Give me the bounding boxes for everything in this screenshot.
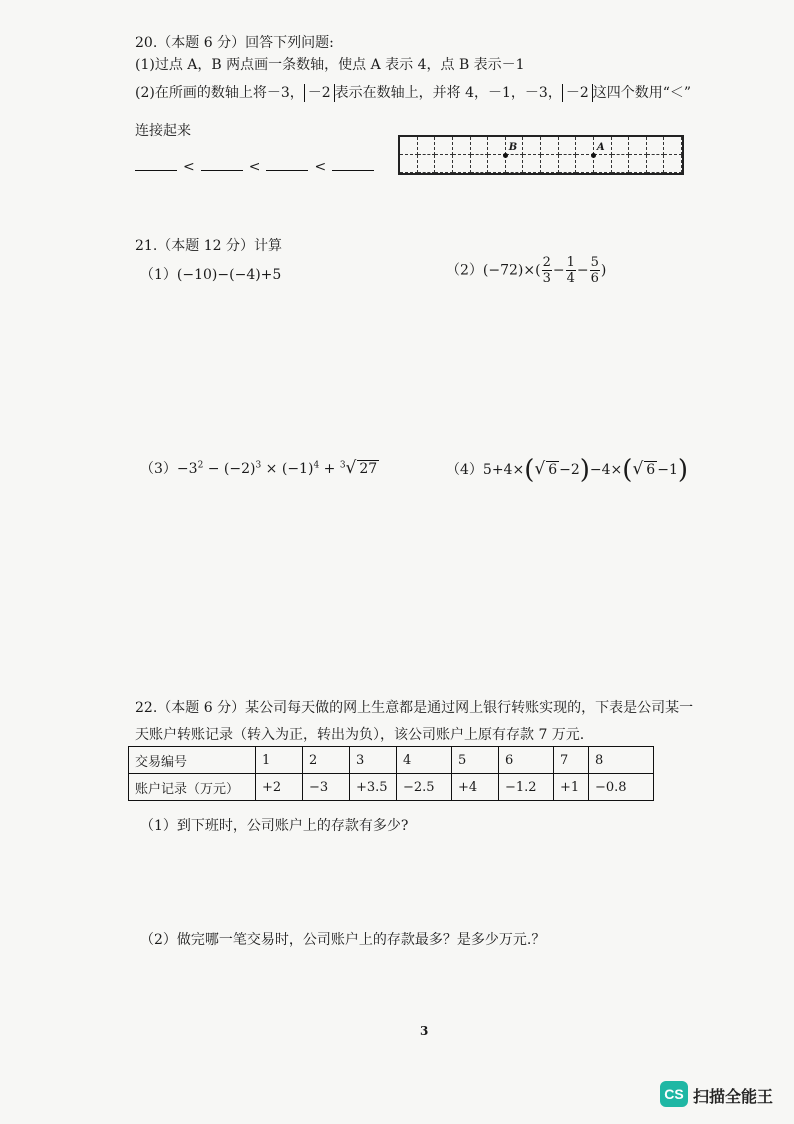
less-than-1: < <box>183 159 195 175</box>
grid-cell <box>418 155 436 173</box>
grid-cell <box>400 155 418 173</box>
grid-cell <box>471 137 489 155</box>
table-cell: 8 <box>589 747 654 774</box>
grid-cell <box>647 137 665 155</box>
grid-cell <box>594 155 612 173</box>
fraction-1-4: $\frac{1}{4}$ <box>566 255 575 286</box>
q21-part2-suffix: ) <box>600 262 607 279</box>
table-cell: 4 <box>397 747 452 774</box>
number-line-grid <box>398 135 684 175</box>
less-than-3: < <box>314 159 327 175</box>
radicand-6: 6 <box>548 462 558 478</box>
grid-cell <box>453 155 471 173</box>
camscanner-brand-text: 扫描全能王 <box>693 1089 774 1106</box>
table-cell: −1.2 <box>499 774 554 801</box>
q22-sub1: （1）到下班时，公司账户上的存款有多少? <box>140 818 409 834</box>
paren-open-2: ( <box>622 455 633 485</box>
radical-sign-icon: √ <box>345 458 357 478</box>
q21-part2-prefix: (−72)×( <box>482 262 541 279</box>
fraction-2-3: $\frac{2}{3}$ <box>542 255 551 286</box>
q20-part2-end: 连接起来 <box>135 123 191 139</box>
grid-cell <box>523 137 541 155</box>
paren-close-2: ) <box>677 455 689 485</box>
camscanner-logo-icon: CS <box>660 1081 688 1107</box>
grid-cell <box>612 137 630 155</box>
grid-cell <box>559 155 577 173</box>
table-cell: 1 <box>256 747 303 774</box>
q21-part3 <box>140 458 379 478</box>
point-b-label: B <box>508 142 518 153</box>
grid-cell <box>488 155 506 173</box>
grid-cell <box>612 155 630 173</box>
abs-value-minus2-second: －2 <box>562 84 593 102</box>
q22-title: 22.（本题 6 分）某公司每天做的网上生意都是通过网上银行转账实现的，下表是公司某一 <box>135 700 694 716</box>
point-b-dot <box>503 153 508 158</box>
grid-cell <box>559 137 577 155</box>
page-number: 3 <box>420 1024 429 1038</box>
table-cell: +1 <box>554 774 589 801</box>
q21-part3-a: −3 <box>176 461 198 477</box>
abs-value-minus2: －2 <box>304 84 335 102</box>
q21-title: 21.（本题 12 分）计算 <box>135 238 282 254</box>
q21-part1 <box>140 264 281 284</box>
q21-part1-expr: (−10)−(−4)+5 <box>176 267 282 283</box>
table-header-id: 交易编号 <box>129 747 256 774</box>
q21-part3-d: + <box>319 461 340 477</box>
q22-title-line2: 天账户转账记录（转入为正，转出为负），该公司账户上原有存款 7 万元. <box>135 727 585 743</box>
radicand-27: 27 <box>359 461 378 477</box>
grid-cell <box>629 137 647 155</box>
q21-part4-b: −2 <box>559 462 580 478</box>
q20-part2-c: 这四个数用“＜” <box>592 85 692 101</box>
point-a-label: A <box>596 142 605 153</box>
grid-cell <box>435 137 453 155</box>
grid-cell <box>541 137 559 155</box>
q21-part4-d: −1 <box>657 462 678 478</box>
answer-blank-2[interactable] <box>201 158 243 171</box>
grid-cell <box>664 137 682 155</box>
q20-part2-b: 表示在数轴上，并将 4，－1，－3， <box>334 85 562 101</box>
exponent-2: 2 <box>197 460 204 471</box>
q21-part1-label: （1） <box>140 267 177 283</box>
grid-cell <box>506 155 524 173</box>
table-cell: 5 <box>452 747 499 774</box>
table-cell: +3.5 <box>350 774 397 801</box>
minus-sign: − <box>552 262 565 279</box>
table-cell: +4 <box>452 774 499 801</box>
table-cell: 2 <box>303 747 350 774</box>
paren-close: ) <box>579 455 590 485</box>
answer-blank-4[interactable] <box>332 158 374 171</box>
fraction-5-6: $\frac{5}{6}$ <box>590 255 599 286</box>
table-row-values <box>129 774 654 801</box>
table-header-record: 账户记录（万元） <box>129 774 256 801</box>
grid-cell <box>523 155 541 173</box>
grid-cell <box>576 155 594 173</box>
q21-part3-c: × (−1) <box>261 461 314 477</box>
q21-part4-label: （4） <box>446 462 483 478</box>
grid-cell <box>576 137 594 155</box>
exponent-4: 4 <box>313 460 320 471</box>
answer-blanks <box>135 158 374 175</box>
radical-sign-icon: √ <box>534 459 546 479</box>
table-row-ids <box>129 747 654 774</box>
table-cell: 6 <box>499 747 554 774</box>
grid-cell <box>488 137 506 155</box>
table-cell: 3 <box>350 747 397 774</box>
grid-cell <box>629 155 647 173</box>
q21-part2-label: （2） <box>446 262 483 279</box>
table-cell: 7 <box>554 747 589 774</box>
radical-sign-icon: √ <box>632 459 644 479</box>
table-cell: −3 <box>303 774 350 801</box>
q21-part4 <box>446 455 688 485</box>
q21-part4-a: 5+4× <box>482 462 525 478</box>
less-than-2: < <box>248 159 261 175</box>
radicand-6-second: 6 <box>646 462 656 478</box>
q20-title: 20.（本题 6 分）回答下列问题: <box>135 35 334 51</box>
transaction-table <box>128 746 654 801</box>
q20-part2-a: (2)在所画的数轴上将－3， <box>135 85 304 101</box>
q20-part2 <box>135 82 691 102</box>
q21-part3-label: （3） <box>140 461 177 477</box>
grid-cell <box>471 155 489 173</box>
exponent-3: 3 <box>255 460 262 471</box>
table-cell: −2.5 <box>397 774 452 801</box>
q20-part1: (1)过点 A，B 两点画一条数轴，使点 A 表示 4，点 B 表示－1 <box>135 57 525 73</box>
paren-open: ( <box>524 455 535 485</box>
grid-cell <box>453 137 471 155</box>
grid-cell <box>400 137 418 155</box>
answer-blank-3[interactable] <box>266 158 308 171</box>
q21-part2 <box>446 255 606 286</box>
answer-blank-1[interactable] <box>135 158 177 171</box>
grid-cell <box>647 155 665 173</box>
q21-part4-c: −4× <box>589 462 623 478</box>
q22-sub2: （2）做完哪一笔交易时，公司账户上的存款最多？是多少万元.？ <box>140 932 546 948</box>
table-cell: +2 <box>256 774 303 801</box>
table-cell: −0.8 <box>589 774 654 801</box>
cube-root-index: 3 <box>339 460 346 471</box>
minus-sign-2: − <box>576 262 589 279</box>
grid-cell <box>541 155 559 173</box>
point-a-dot <box>591 153 596 158</box>
grid-cell <box>418 137 436 155</box>
grid-cell <box>664 155 682 173</box>
grid-cell <box>435 155 453 173</box>
q21-part3-b: − (−2) <box>203 461 256 477</box>
